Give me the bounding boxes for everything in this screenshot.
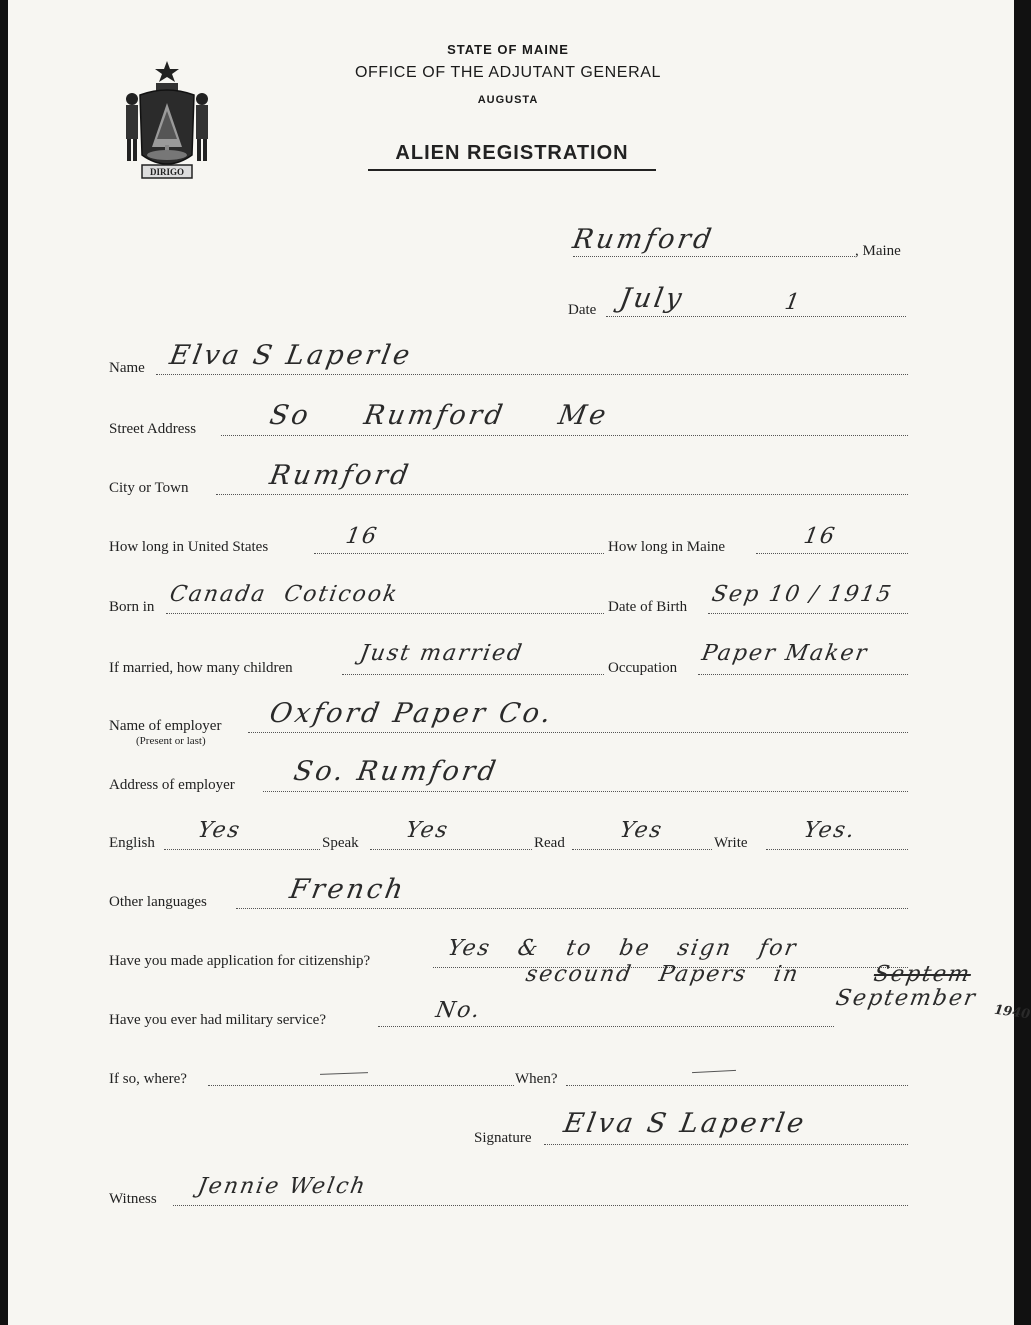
date-day-value: 1	[782, 290, 804, 315]
years-maine-value: 16	[801, 524, 839, 549]
citizenship-value-year: 1940	[993, 1002, 1031, 1023]
employer-value: Oxford Paper Co.	[267, 698, 556, 729]
signature-value: Elva S Laperle	[561, 1108, 809, 1139]
date-line	[606, 316, 906, 317]
city-heading: AUGUSTA	[477, 94, 539, 106]
where-dash	[320, 1072, 368, 1075]
speak-label: Speak	[322, 835, 359, 851]
state-heading: STATE OF MAINE	[447, 42, 569, 57]
form-title: ALIEN REGISTRATION	[368, 142, 656, 171]
when-label: When?	[515, 1071, 558, 1087]
years-maine-line	[756, 553, 908, 554]
town-line	[573, 256, 855, 257]
registration-form	[8, 0, 1031, 1325]
name-value: Elva S Laperle	[167, 340, 415, 371]
read-line	[572, 849, 712, 850]
military-label: Have you ever had military service?	[109, 1012, 326, 1028]
maine-suffix: , Maine	[855, 243, 901, 259]
street-line	[221, 435, 908, 436]
occupation-value: Paper Maker	[699, 641, 871, 666]
read-label: Read	[534, 835, 565, 851]
when-dash	[692, 1070, 736, 1073]
office-heading: OFFICE OF THE ADJUTANT GENERAL	[354, 64, 662, 81]
name-line	[156, 374, 908, 375]
other-languages-line	[236, 908, 908, 909]
years-us-value: 16	[343, 524, 381, 549]
seal-label: DIRIGO	[149, 167, 185, 177]
when-line	[566, 1085, 908, 1086]
years-us-label: How long in United States	[109, 539, 269, 555]
english-line	[164, 849, 320, 850]
town-value: Rumford	[570, 224, 717, 255]
speak-line	[370, 849, 532, 850]
employer-line	[248, 732, 908, 733]
english-label: English	[109, 835, 155, 851]
witness-line	[173, 1205, 908, 1206]
employer-address-value: So. Rumford	[291, 756, 501, 787]
years-maine-label: How long in Maine	[608, 539, 726, 555]
citizenship-label: Have you made application for citizenship?	[109, 953, 371, 969]
occupation-line	[698, 674, 908, 675]
where-label: If so, where?	[109, 1071, 187, 1087]
citizenship-value-line3: September	[833, 986, 979, 1011]
read-value: Yes	[617, 818, 666, 843]
citizenship-value-struck: Septem	[871, 962, 974, 987]
children-line	[342, 674, 604, 675]
city-label: City or Town	[109, 480, 189, 496]
where-line	[208, 1085, 514, 1086]
date-label: Date	[568, 302, 597, 318]
employer-sublabel: (Present or last)	[136, 735, 206, 747]
witness-label: Witness	[109, 1191, 157, 1207]
dob-line	[708, 613, 908, 614]
write-label: Write	[714, 835, 748, 851]
write-value: Yes.	[801, 818, 859, 843]
other-languages-value: French	[287, 874, 409, 905]
born-in-label: Born in	[109, 599, 155, 615]
dob-value: Sep 10 / 1915	[709, 582, 895, 607]
employer-address-label: Address of employer	[109, 777, 235, 793]
citizenship-value: Yes & to be sign for	[445, 936, 800, 961]
street-value: So Rumford Me	[267, 400, 612, 431]
witness-value: Jennie Welch	[195, 1174, 369, 1199]
speak-value: Yes	[403, 818, 452, 843]
occupation-label: Occupation	[608, 660, 678, 676]
military-line	[378, 1026, 834, 1027]
signature-line	[544, 1144, 908, 1145]
name-label: Name	[109, 360, 145, 376]
years-us-line	[314, 553, 604, 554]
children-value: Just married	[357, 641, 526, 666]
military-value: No.	[433, 998, 484, 1023]
write-line	[766, 849, 908, 850]
date-month-value: July	[617, 283, 687, 314]
city-line	[216, 494, 908, 495]
other-languages-label: Other languages	[109, 894, 207, 910]
maine-state-seal-icon	[112, 55, 222, 187]
signature-label: Signature	[474, 1130, 532, 1146]
citizenship-value-line2: secound Papers in	[523, 962, 802, 987]
employer-address-line	[263, 791, 908, 792]
born-in-value: Canada Coticook	[167, 582, 401, 607]
street-label: Street Address	[109, 421, 197, 437]
employer-label: Name of employer	[109, 718, 222, 734]
city-value: Rumford	[267, 460, 414, 491]
children-label: If married, how many children	[109, 660, 293, 676]
dob-label: Date of Birth	[608, 599, 688, 615]
english-value: Yes	[195, 818, 244, 843]
born-in-line	[166, 613, 604, 614]
